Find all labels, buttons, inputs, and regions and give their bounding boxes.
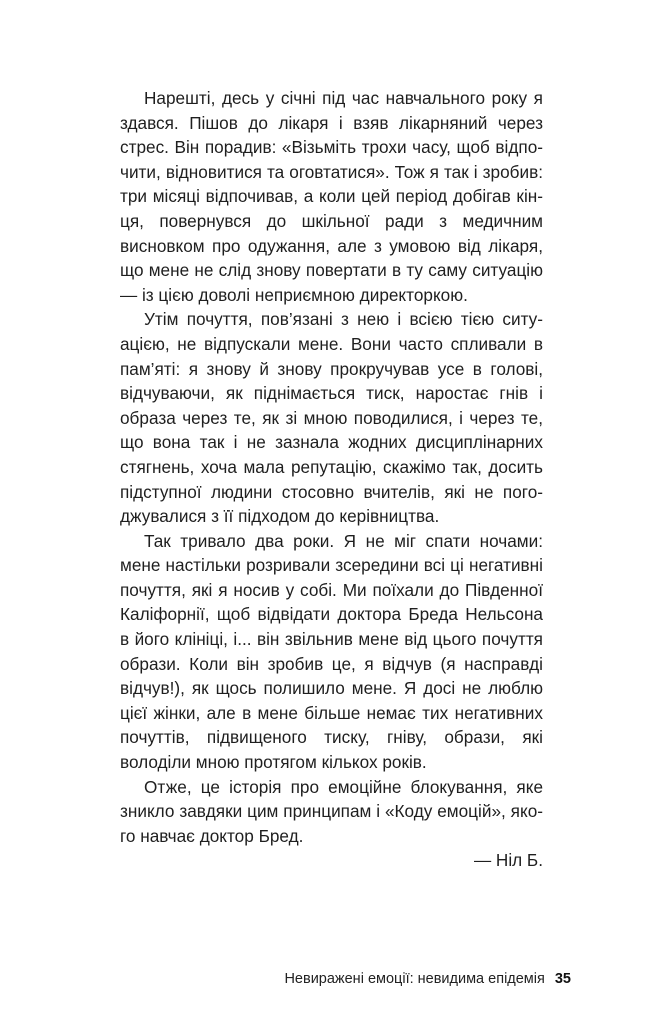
- body-text: [120, 86, 543, 873]
- paragraph-3: Так тривало два роки. Я не міг спати ночами: мене настільки розривали зсередини всі ці негативні почуття, які я носив у собі. Ми поїхали до Південної Каліфорнії, щоб відвідати доктора Бреда Нельсона в його клініці, і... він звільнив мене від цього почуття образи. Коли він зробив це, я відчув (я насправді відчув!), як щось полишило мене. Я досі не люблю цієї жінки, але в мене більше немає тих негативних почуттів, підвищеного тиску, гніву, образи, які володіли мною протягом кількох років.: [120, 530, 543, 773]
- page-number: 35: [554, 971, 571, 987]
- paragraph-1: Нарешті, десь у січні під час навчального року я здався. Пішов до лікаря і взяв лікарняний через стрес. Він порадив: «Візьміть трохи часу, щоб відпочити, відновитися та оговтатися». Тож я так і зробив: три місяці відпочивав, а коли цей період добігав кінця, повернувся до шкільної ради з медичним висновком про одужання, але з умовою від лікаря, що мене не слід знову повертати в ту саму ситуацію — із цією доволі неприємною директоркою.: [120, 88, 543, 305]
- paragraph-2: Утім почуття, пов’язані з нею і всією тією ситуацією, не відпускали мене. Вони часто спливали в пам’яті: я знову й знову прокручував усе в голові, відчуваючи, як піднімається тиск, наростає гнів і образа через те, як зі мною поводилися, і через те, що вона так і не зазнала жодних дисциплінарних стягнень, хоча мала репутацію, скажімо так, досить підступної людини стосовно вчителів, які не погоджувалися з її підходом до керівництва.: [120, 309, 543, 527]
- running-footer: [0, 970, 571, 988]
- signature: — Ніл Б.: [473, 850, 543, 871]
- footer-title: Невиражені емоції: невидима епідемія: [284, 971, 545, 987]
- paragraph-4: Отже, це історія про емоційне блокування, яке зникло завдяки цим принципам і «Коду емоцій», якого навчає доктор Бред.: [120, 776, 543, 846]
